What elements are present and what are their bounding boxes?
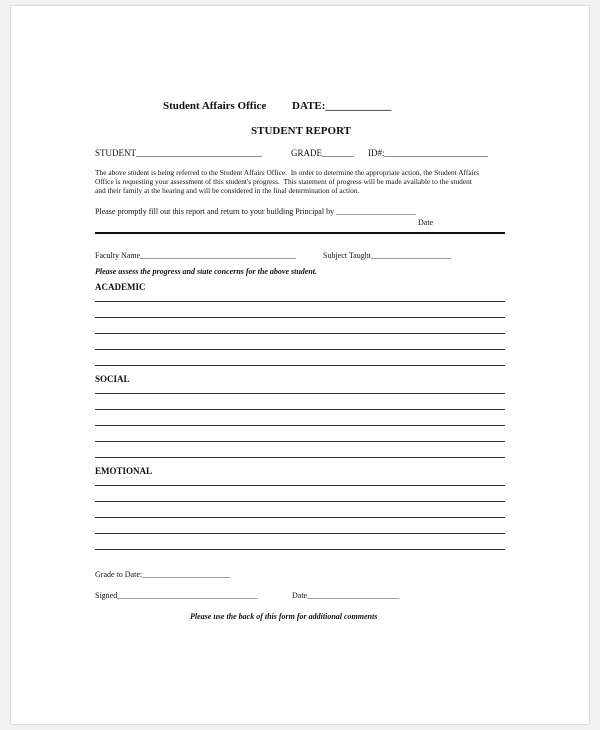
emotional-line bbox=[95, 485, 505, 486]
return-instruction: Please promptly fill out this report and return to your building Principal by ____________________ bbox=[95, 207, 417, 216]
intro-line-2: Office is requesting your assessment of this student's progress. This statement of progress will be made available to the student bbox=[95, 177, 472, 186]
emotional-line bbox=[95, 549, 505, 550]
page-title: STUDENT REPORT bbox=[251, 125, 351, 137]
academic-line bbox=[95, 333, 505, 334]
academic-heading: ACADEMIC bbox=[95, 282, 146, 292]
assess-instruction: Please assess the progress and state concerns for the above student. bbox=[95, 267, 317, 276]
social-line bbox=[95, 409, 505, 410]
emotional-line bbox=[95, 517, 505, 518]
social-heading: SOCIAL bbox=[95, 374, 130, 384]
back-of-form-note: Please use the back of this form for additional comments bbox=[190, 612, 378, 621]
academic-line bbox=[95, 317, 505, 318]
emotional-line bbox=[95, 533, 505, 534]
office-name: Student Affairs Office bbox=[163, 100, 267, 112]
section-divider bbox=[95, 232, 505, 234]
grade-to-date-field: Grade to Date:______________________ bbox=[95, 570, 231, 579]
signed-field: Signed___________________________________ bbox=[95, 591, 258, 600]
grade-field: GRADE_______ bbox=[291, 148, 354, 158]
report-form-page bbox=[11, 6, 589, 724]
academic-line bbox=[95, 349, 505, 350]
emotional-line bbox=[95, 501, 505, 502]
signed-date-field: Date_______________________ bbox=[292, 591, 400, 600]
subject-taught-field: Subject Taught____________________ bbox=[323, 251, 451, 260]
academic-line bbox=[95, 365, 505, 366]
date-caption: Date bbox=[418, 218, 434, 227]
student-field: STUDENT____________________________ bbox=[95, 148, 262, 158]
academic-line bbox=[95, 301, 505, 302]
social-line bbox=[95, 457, 505, 458]
intro-line-3: and their family at the hearing and will be considered in the final determination of action. bbox=[95, 186, 360, 195]
social-line bbox=[95, 425, 505, 426]
emotional-heading: EMOTIONAL bbox=[95, 466, 153, 476]
date-field: DATE:____________ bbox=[292, 100, 392, 112]
intro-line-1: The above student is being referred to the Student Affairs Office. In order to determine the appropriate action, the Student Affairs bbox=[95, 168, 479, 177]
social-line bbox=[95, 441, 505, 442]
social-line bbox=[95, 393, 505, 394]
faculty-name-field: Faculty Name_______________________________________ bbox=[95, 251, 297, 260]
id-field: ID#:_______________________ bbox=[368, 148, 488, 158]
